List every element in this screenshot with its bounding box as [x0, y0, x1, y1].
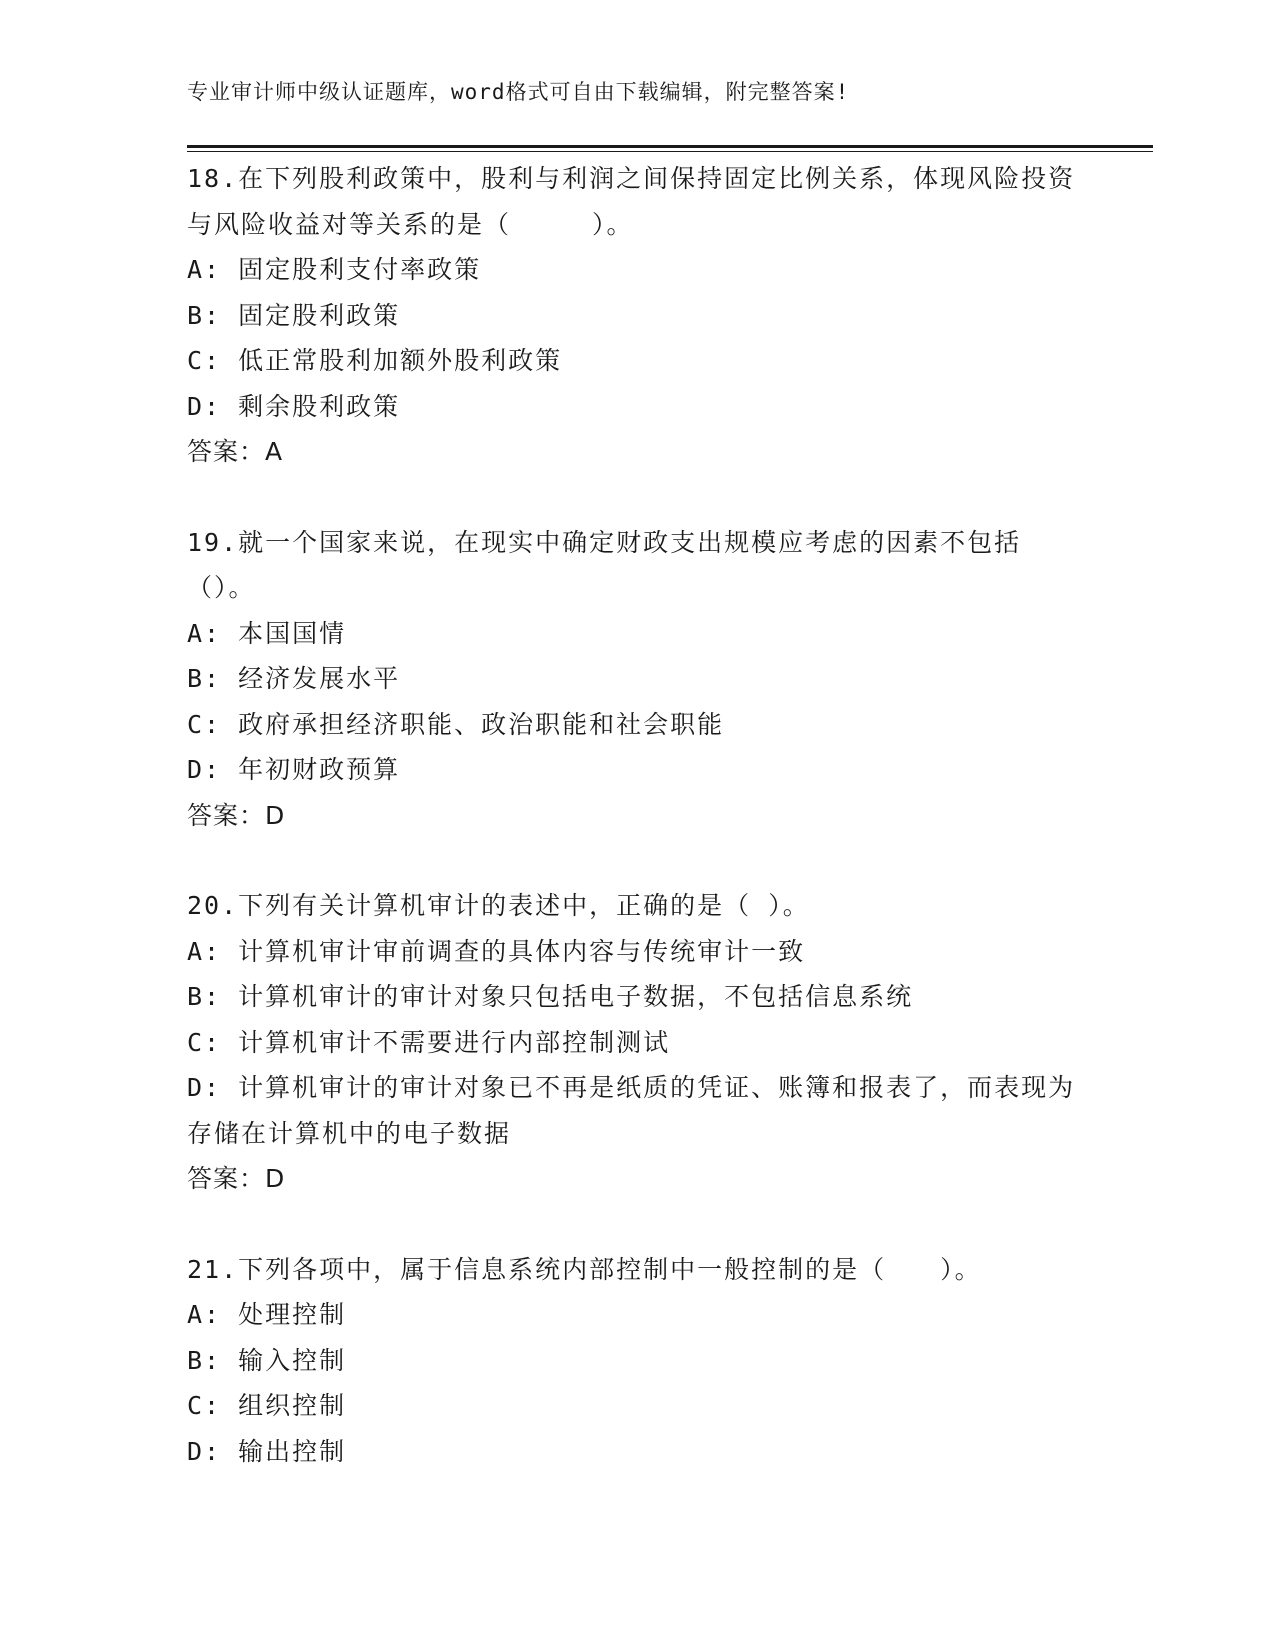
answer: 答案：D: [187, 800, 286, 830]
answer: 答案：A: [187, 437, 284, 466]
answer: 答案：D: [187, 1164, 286, 1193]
question-list: [187, 156, 1087, 1519]
option-b: B: 计算机审计的审计对象只包括电子数据，不包括信息系统: [187, 982, 914, 1011]
question-19: [187, 520, 1087, 839]
option-c: C: 低正常股利加额外股利政策: [187, 346, 563, 375]
option-a: A: 本国国情: [187, 618, 347, 648]
question-20: [187, 883, 1087, 1202]
option-b: B: 固定股利政策: [187, 300, 401, 330]
option-c: C: 计算机审计不需要进行内部控制测试: [187, 1027, 671, 1057]
page-header: 专业审计师中级认证题库，word格式可自由下载编辑，附完整答案!: [187, 80, 850, 104]
question-21: [187, 1247, 1087, 1475]
header-rule-thick: [187, 145, 1153, 148]
option-d: D: 年初财政预算: [187, 755, 401, 784]
option-d: D: 计算机审计的审计对象已不再是纸质的凭证、账簿和报表了，而表现为存储在计算机中的电子数据: [187, 1073, 1076, 1148]
option-d: D: 输出控制: [187, 1436, 347, 1466]
question-stem: 20.下列有关计算机审计的表述中，正确的是（ ）。: [187, 891, 810, 920]
option-a: A: 计算机审计审前调查的具体内容与传统审计一致: [187, 936, 806, 966]
question-stem: 19.就一个国家来说，在现实中确定财政支出规模应考虑的因素不包括（）。: [187, 527, 1022, 602]
option-d: D: 剩余股利政策: [187, 391, 401, 421]
option-c: C: 政府承担经济职能、政治职能和社会职能: [187, 709, 725, 739]
option-b: B: 输入控制: [187, 1345, 347, 1375]
question-stem: 18.在下列股利政策中，股利与利润之间保持固定比例关系，体现风险投资与风险收益对等关系的是（ ）。: [187, 164, 1076, 239]
header-rule-thin: [187, 151, 1153, 152]
option-a: A: 处理控制: [187, 1300, 347, 1329]
option-a: A: 固定股利支付率政策: [187, 255, 482, 284]
option-b: B: 经济发展水平: [187, 664, 401, 693]
question-stem: 21.下列各项中，属于信息系统内部控制中一般控制的是（ ）。: [187, 1254, 982, 1284]
option-c: C: 组织控制: [187, 1391, 347, 1420]
question-18: [187, 156, 1087, 475]
